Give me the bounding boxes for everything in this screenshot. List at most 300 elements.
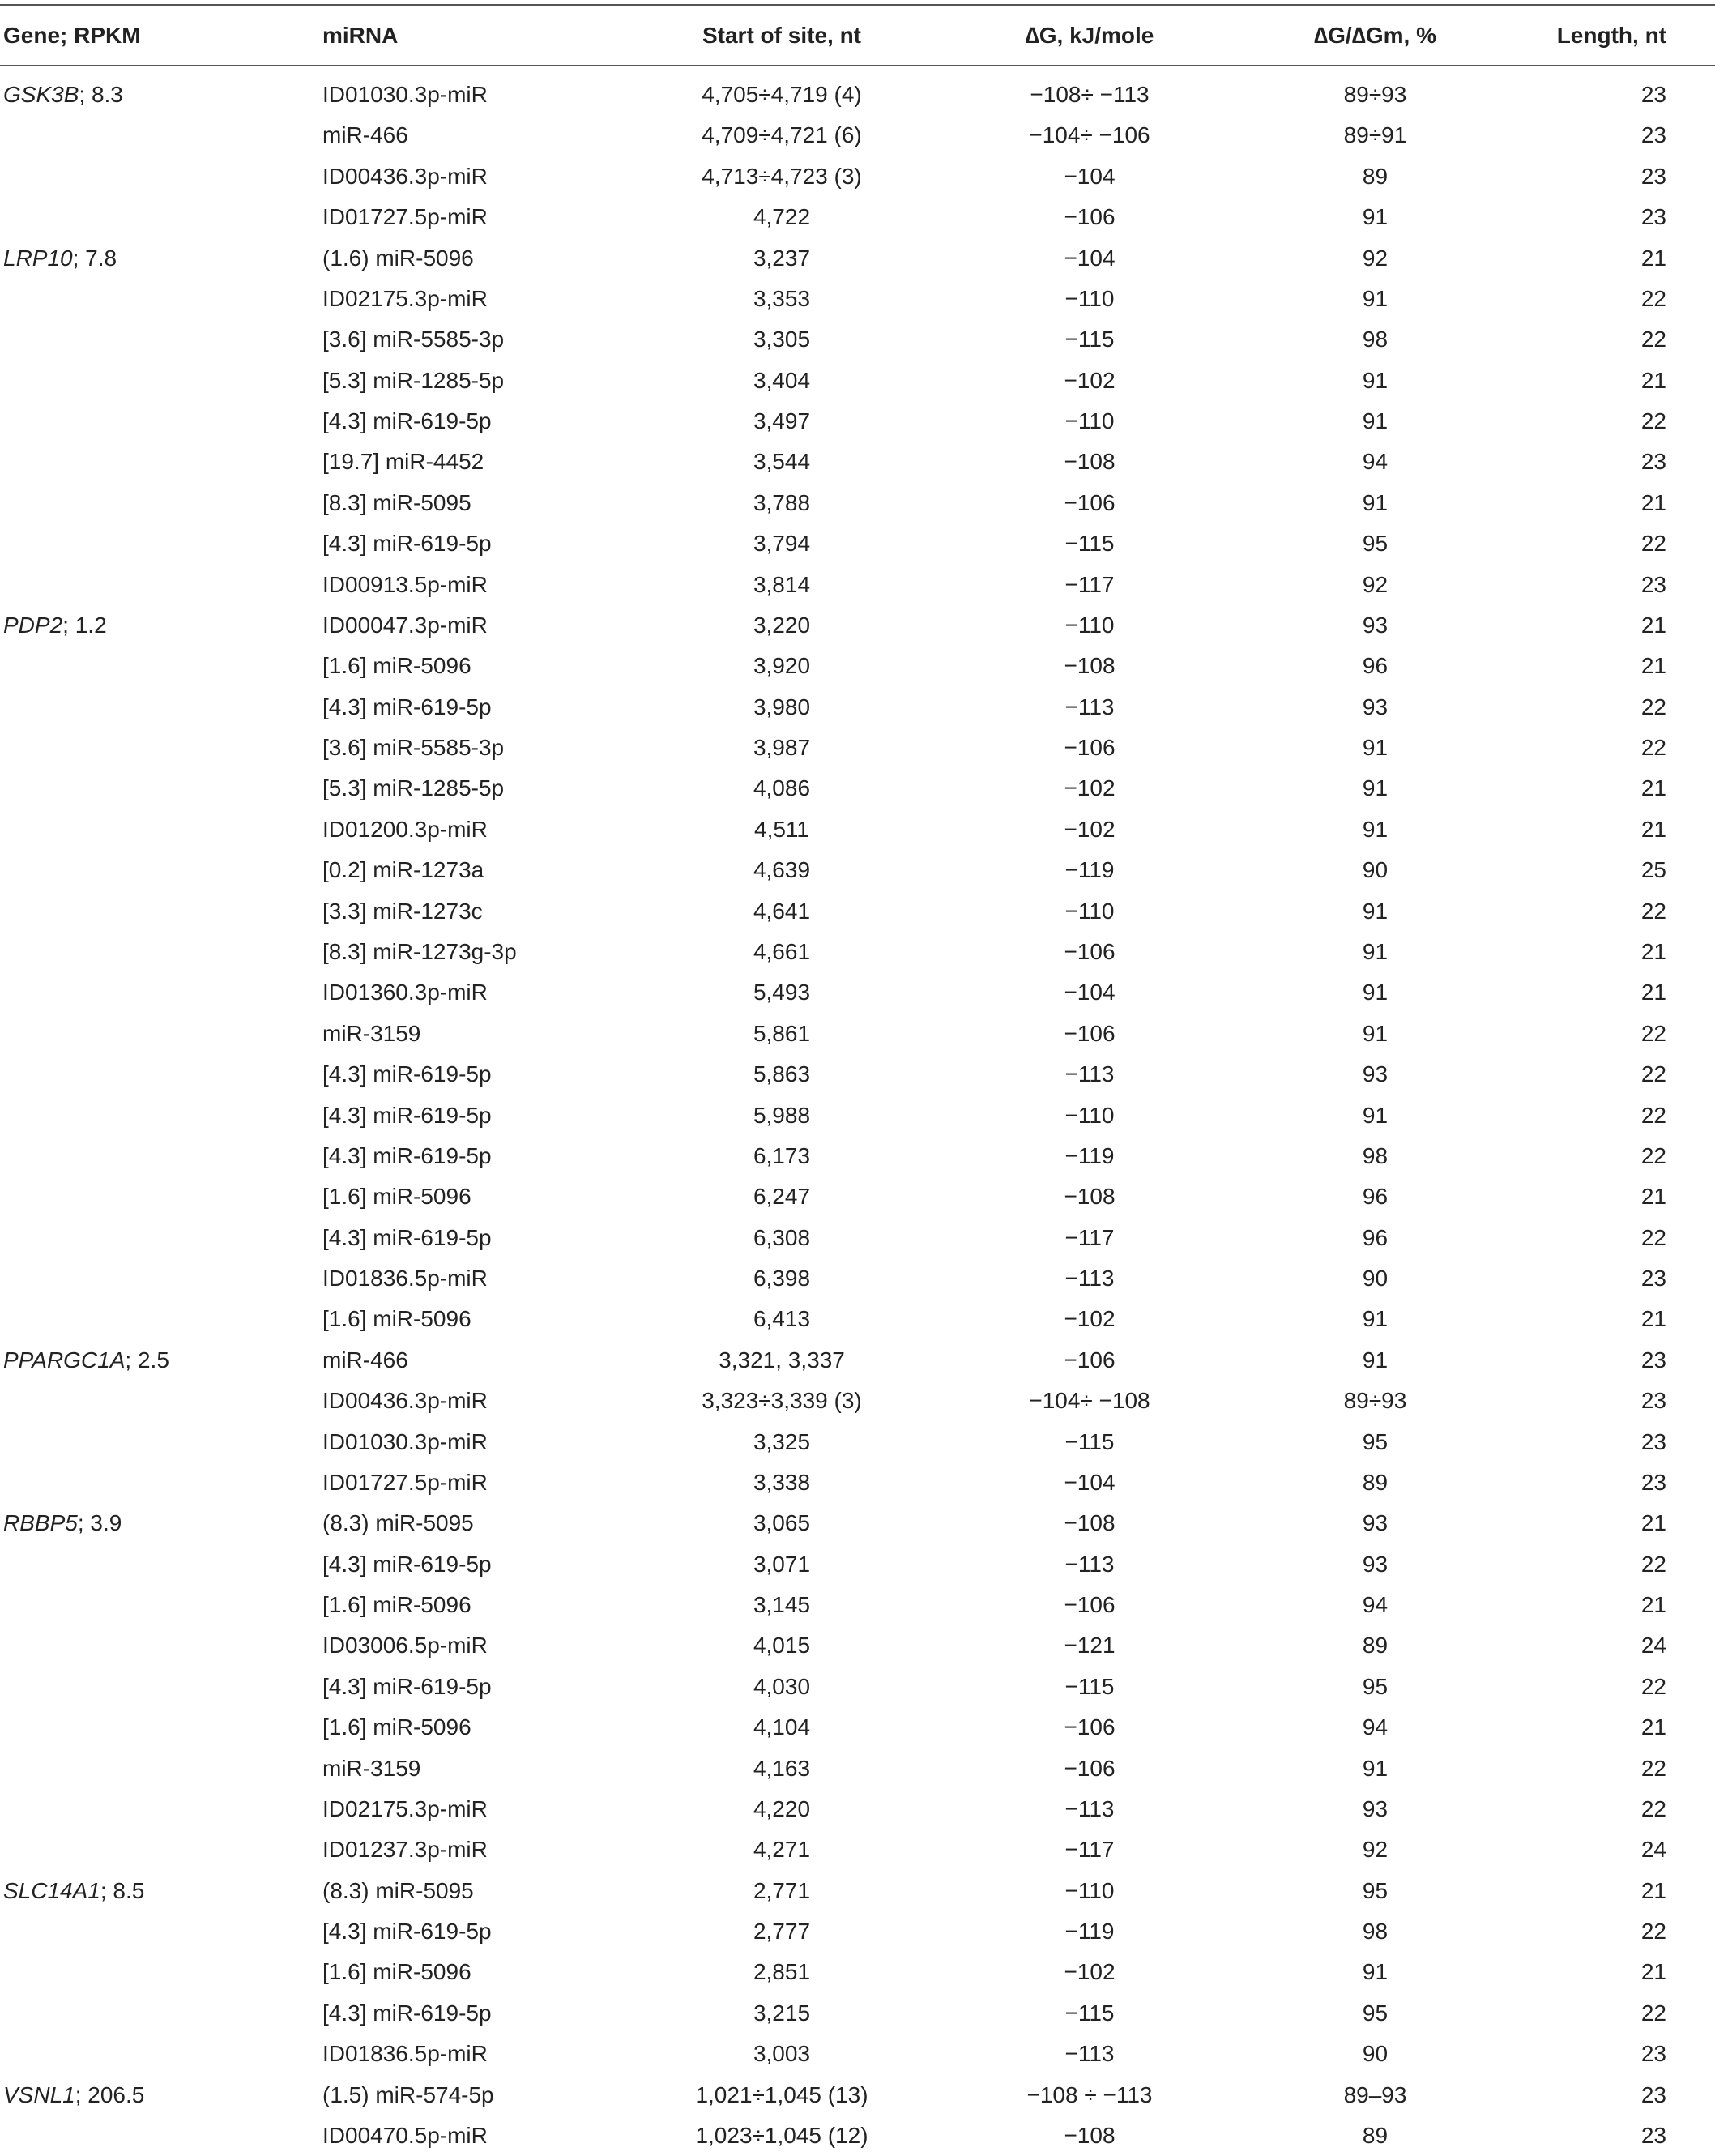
cell-start-site: 3,071 [753, 1551, 811, 1577]
cell-delta-g-ratio: 96 [1362, 653, 1389, 679]
cell-delta-g: −102 [1064, 816, 1116, 842]
cell-length: 21 [1640, 367, 1666, 393]
cell-mirna: [4.3] miR-619-5p [322, 1224, 492, 1250]
cell-length: 23 [1640, 82, 1666, 107]
cell-length: 22 [1640, 735, 1666, 761]
cell-delta-g-ratio: 91 [1362, 1306, 1389, 1332]
cell-length: 22 [1640, 1102, 1666, 1128]
cell-length: 21 [1640, 245, 1666, 271]
table-row [0, 323, 1715, 356]
cell-delta-g: −117 [1064, 1224, 1115, 1250]
table-row [0, 283, 1715, 315]
cell-delta-g: −108÷ −113 [1030, 82, 1150, 107]
cell-start-site: 5,861 [753, 1020, 811, 1046]
cell-mirna: ID00470.5p-miR [322, 2123, 488, 2148]
table-row [0, 650, 1715, 682]
table-row [0, 1385, 1715, 1417]
cell-delta-g: −106 [1064, 489, 1116, 515]
cell-delta-g: −106 [1064, 1755, 1116, 1781]
table-row [0, 1997, 1715, 2030]
table-row [0, 569, 1715, 601]
cell-length: 21 [1640, 1714, 1666, 1740]
cell-length: 23 [1640, 1428, 1666, 1454]
cell-start-site: 3,980 [753, 694, 811, 719]
cell-delta-g: −113 [1064, 2041, 1115, 2067]
cell-delta-g-ratio: 91 [1362, 1347, 1389, 1373]
cell-delta-g: −104 [1064, 245, 1116, 271]
gene-name: LRP10 [3, 245, 73, 271]
cell-mirna: ID00436.3p-miR [322, 163, 488, 189]
cell-delta-g-ratio: 94 [1362, 1592, 1389, 1618]
cell-mirna: [4.3] miR-619-5p [322, 694, 492, 719]
cell-mirna: [8.3] miR-1273g-3p [322, 938, 517, 964]
cell-gene-rpkm [3, 79, 123, 111]
cell-start-site: 6,308 [753, 1224, 811, 1250]
cell-length: 22 [1640, 327, 1666, 352]
cell-start-site: 3,338 [753, 1469, 811, 1495]
cell-gene-rpkm [3, 1507, 122, 1539]
table-row [0, 732, 1715, 764]
cell-mirna: [5.3] miR-1285-5p [322, 367, 505, 393]
cell-length: 23 [1640, 1266, 1666, 1291]
cell-delta-g: −117 [1064, 571, 1115, 597]
cell-delta-g: −113 [1064, 1061, 1115, 1087]
table-row [0, 1834, 1715, 1866]
cell-start-site: 3,404 [753, 367, 811, 393]
cell-mirna: (1.5) miR-574-5p [322, 2081, 494, 2107]
header-length: Length, nt [1556, 23, 1666, 48]
cell-gene-rpkm [3, 1875, 144, 1907]
cell-length: 21 [1640, 1592, 1666, 1618]
cell-start-site: 3,305 [753, 327, 811, 352]
cell-length: 23 [1640, 1347, 1666, 1373]
header-gene-rpkm: Gene; RPKM [3, 23, 141, 48]
cell-delta-g: −108 [1064, 449, 1116, 475]
cell-mirna: [4.3] miR-619-5p [322, 1919, 492, 1945]
table-row [0, 446, 1715, 478]
cell-delta-g-ratio: 95 [1362, 1877, 1389, 1903]
gene-rpkm: ; 3.9 [77, 1510, 122, 1536]
cell-gene-rpkm [3, 609, 107, 642]
cell-mirna: ID00436.3p-miR [322, 1388, 488, 1414]
cell-start-site: 4,086 [753, 775, 811, 801]
table-row [0, 365, 1715, 397]
cell-delta-g: −106 [1064, 735, 1116, 761]
cell-mirna: (8.3) miR-5095 [322, 1510, 474, 1536]
cell-start-site: 1,021÷1,045 (13) [695, 2081, 868, 2107]
cell-delta-g: −104÷ −106 [1029, 122, 1150, 148]
cell-start-site: 4,705÷4,719 (4) [702, 82, 862, 107]
cell-delta-g: −106 [1064, 1714, 1116, 1740]
cell-delta-g-ratio: 90 [1362, 857, 1389, 883]
cell-mirna: [4.3] miR-619-5p [322, 1102, 492, 1128]
cell-length: 23 [1640, 449, 1666, 475]
cell-delta-g: −113 [1064, 1795, 1115, 1821]
cell-length: 22 [1640, 1061, 1666, 1087]
cell-delta-g-ratio: 93 [1362, 612, 1389, 638]
cell-start-site: 4,641 [753, 898, 811, 924]
cell-length: 23 [1640, 122, 1666, 148]
cell-start-site: 3,065 [753, 1510, 811, 1536]
gene-rpkm: ; 8.3 [79, 82, 123, 107]
cell-length: 21 [1640, 1510, 1666, 1536]
cell-mirna: ID02175.3p-miR [322, 1795, 488, 1821]
cell-start-site: 3,794 [753, 531, 811, 557]
cell-length: 24 [1640, 1633, 1666, 1659]
table-row [0, 1753, 1715, 1785]
cell-length: 22 [1640, 1673, 1666, 1699]
table-row [0, 1956, 1715, 1988]
table-row [0, 976, 1715, 1009]
header-delta-g: ∆G, kJ/mole [1025, 23, 1154, 48]
cell-delta-g: −115 [1064, 1673, 1115, 1699]
table-row [0, 1711, 1715, 1744]
cell-mirna: miR-466 [322, 122, 408, 148]
cell-delta-g-ratio: 94 [1362, 1714, 1389, 1740]
cell-delta-g-ratio: 89÷91 [1343, 122, 1407, 148]
cell-delta-g-ratio: 91 [1362, 735, 1389, 761]
gene-rpkm: ; 7.8 [72, 245, 117, 271]
cell-delta-g-ratio: 92 [1362, 571, 1389, 597]
cell-mirna: [4.3] miR-619-5p [322, 2000, 492, 2026]
cell-delta-g: −117 [1064, 1837, 1115, 1863]
cell-start-site: 3,003 [753, 2041, 811, 2067]
cell-start-site: 3,220 [753, 612, 811, 638]
cell-mirna: miR-466 [322, 1347, 408, 1373]
cell-start-site: 4,220 [753, 1795, 811, 1821]
cell-mirna: [1.6] miR-5096 [322, 653, 471, 679]
cell-delta-g: −115 [1064, 531, 1115, 557]
cell-length: 21 [1640, 1306, 1666, 1332]
cell-mirna: ID01237.3p-miR [322, 1837, 488, 1863]
cell-mirna: ID01836.5p-miR [322, 1266, 488, 1291]
cell-delta-g: −102 [1064, 775, 1116, 801]
gene-name: SLC14A1 [3, 1877, 100, 1903]
cell-mirna: [1.6] miR-5096 [322, 1959, 471, 1985]
cell-delta-g: −121 [1064, 1633, 1116, 1659]
cell-length: 21 [1640, 816, 1666, 842]
cell-delta-g-ratio: 89 [1362, 1469, 1389, 1495]
cell-start-site: 6,413 [753, 1306, 811, 1332]
cell-start-site: 4,015 [753, 1633, 811, 1659]
cell-mirna: ID01030.3p-miR [322, 1428, 488, 1454]
table-row [0, 1548, 1715, 1581]
cell-mirna: [4.3] miR-619-5p [322, 1551, 492, 1577]
cell-delta-g: −119 [1064, 1142, 1115, 1168]
cell-delta-g-ratio: 93 [1362, 1510, 1389, 1536]
cell-length: 21 [1640, 612, 1666, 638]
cell-start-site: 3,237 [753, 245, 811, 271]
cell-start-site: 4,030 [753, 1673, 811, 1699]
table-row [0, 160, 1715, 193]
cell-delta-g: −106 [1064, 204, 1116, 230]
cell-length: 22 [1640, 408, 1666, 434]
table-row [0, 1793, 1715, 1825]
cell-start-site: 6,173 [753, 1142, 811, 1168]
cell-delta-g-ratio: 90 [1362, 1266, 1389, 1291]
cell-length: 23 [1640, 2041, 1666, 2067]
cell-start-site: 3,321, 3,337 [719, 1347, 845, 1373]
cell-length: 23 [1640, 1388, 1666, 1414]
cell-start-site: 3,788 [753, 489, 811, 515]
cell-mirna: [1.6] miR-5096 [322, 1306, 471, 1332]
cell-delta-g: −110 [1064, 285, 1115, 311]
cell-mirna: ID03006.5p-miR [322, 1633, 488, 1659]
cell-delta-g: −113 [1064, 1551, 1115, 1577]
cell-mirna: ID01200.3p-miR [322, 816, 488, 842]
cell-mirna: (8.3) miR-5095 [322, 1877, 474, 1903]
header-mirna: miRNA [322, 23, 399, 48]
table-row [0, 936, 1715, 968]
table-row [0, 772, 1715, 805]
cell-length: 22 [1640, 898, 1666, 924]
cell-start-site: 2,777 [753, 1919, 811, 1945]
cell-delta-g-ratio: 91 [1362, 775, 1389, 801]
cell-length: 21 [1640, 1959, 1666, 1985]
cell-start-site: 5,863 [753, 1061, 811, 1087]
cell-delta-g-ratio: 93 [1362, 1061, 1389, 1087]
table-row [0, 527, 1715, 560]
cell-delta-g: −108 [1064, 2123, 1116, 2148]
cell-delta-g-ratio: 91 [1362, 898, 1389, 924]
cell-delta-g-ratio: 89–93 [1343, 2081, 1407, 2107]
table-row [0, 1222, 1715, 1254]
cell-delta-g: −106 [1064, 938, 1116, 964]
cell-length: 23 [1640, 2123, 1666, 2148]
cell-mirna: miR-3159 [322, 1755, 421, 1781]
cell-delta-g: −115 [1064, 2000, 1115, 2026]
gene-name: VSNL1 [3, 2081, 75, 2107]
table-row [0, 2079, 1715, 2111]
cell-delta-g-ratio: 96 [1362, 1224, 1389, 1250]
gene-rpkm: ; 1.2 [62, 612, 107, 638]
cell-delta-g-ratio: 93 [1362, 1551, 1389, 1577]
table-row [0, 691, 1715, 724]
cell-delta-g-ratio: 91 [1362, 285, 1389, 311]
cell-start-site: 2,771 [753, 1877, 811, 1903]
cell-delta-g: −104÷ −108 [1029, 1388, 1150, 1414]
gene-name: RBBP5 [3, 1510, 78, 1536]
cell-mirna: [3.3] miR-1273c [322, 898, 483, 924]
cell-delta-g: −113 [1064, 694, 1115, 719]
cell-mirna: (1.6) miR-5096 [322, 245, 474, 271]
cell-start-site: 5,988 [753, 1102, 811, 1128]
cell-start-site: 3,814 [753, 571, 811, 597]
cell-delta-g-ratio: 95 [1362, 1673, 1389, 1699]
table-row [0, 119, 1715, 152]
cell-delta-g: −119 [1064, 857, 1115, 883]
cell-delta-g: −110 [1064, 1877, 1115, 1903]
cell-delta-g-ratio: 91 [1362, 489, 1389, 515]
cell-mirna: [0.2] miR-1273a [322, 857, 484, 883]
gene-name: GSK3B [3, 82, 79, 107]
cell-delta-g: −115 [1064, 327, 1115, 352]
cell-delta-g-ratio: 90 [1362, 2041, 1389, 2067]
cell-delta-g: −104 [1064, 163, 1116, 189]
cell-delta-g-ratio: 89 [1362, 1633, 1389, 1659]
cell-delta-g-ratio: 91 [1362, 938, 1389, 964]
cell-gene-rpkm [3, 242, 117, 275]
cell-length: 23 [1640, 1469, 1666, 1495]
cell-start-site: 3,497 [753, 408, 811, 434]
cell-start-site: 2,851 [753, 1959, 811, 1985]
cell-start-site: 3,920 [753, 653, 811, 679]
cell-delta-g: −106 [1064, 1347, 1116, 1373]
cell-delta-g: −110 [1064, 898, 1115, 924]
cell-length: 21 [1640, 980, 1666, 1005]
cell-delta-g-ratio: 98 [1362, 1142, 1389, 1168]
cell-delta-g: −104 [1064, 1469, 1116, 1495]
table-row [0, 1915, 1715, 1948]
cell-mirna: ID02175.3p-miR [322, 285, 488, 311]
cell-length: 21 [1640, 1877, 1666, 1903]
cell-mirna: [4.3] miR-619-5p [322, 1673, 492, 1699]
cell-delta-g-ratio: 89 [1362, 2123, 1389, 2148]
table-row [0, 1671, 1715, 1703]
table-row [0, 1344, 1715, 1377]
table-row [0, 1262, 1715, 1295]
table-row [0, 1629, 1715, 1662]
cell-delta-g: −106 [1064, 1020, 1116, 1046]
cell-delta-g-ratio: 91 [1362, 816, 1389, 842]
cell-length: 22 [1640, 1142, 1666, 1168]
cell-mirna: [4.3] miR-619-5p [322, 1061, 492, 1087]
cell-mirna: [1.6] miR-5096 [322, 1184, 471, 1210]
cell-delta-g-ratio: 96 [1362, 1184, 1389, 1210]
cell-mirna: [1.6] miR-5096 [322, 1714, 471, 1740]
cell-start-site: 4,271 [753, 1837, 811, 1863]
cell-start-site: 4,163 [753, 1755, 811, 1781]
cell-delta-g: −108 [1064, 653, 1116, 679]
gene-name: PPARGC1A [3, 1347, 126, 1373]
cell-start-site: 6,398 [753, 1266, 811, 1291]
cell-mirna: [3.6] miR-5585-3p [322, 735, 505, 761]
cell-mirna: [5.3] miR-1285-5p [322, 775, 505, 801]
cell-delta-g: −102 [1064, 1306, 1116, 1332]
cell-mirna: [19.7] miR-4452 [322, 449, 484, 475]
cell-delta-g-ratio: 95 [1362, 1428, 1389, 1454]
cell-mirna: ID01836.5p-miR [322, 2041, 488, 2067]
cell-delta-g-ratio: 91 [1362, 204, 1389, 230]
cell-length: 21 [1640, 653, 1666, 679]
cell-mirna: ID01727.5p-miR [322, 204, 488, 230]
cell-mirna: [4.3] miR-619-5p [322, 531, 492, 557]
cell-delta-g: −104 [1064, 980, 1116, 1005]
cell-delta-g-ratio: 93 [1362, 1795, 1389, 1821]
table-row [0, 1058, 1715, 1091]
cell-mirna: ID01360.3p-miR [322, 980, 488, 1005]
cell-delta-g-ratio: 93 [1362, 694, 1389, 719]
cell-start-site: 3,323÷3,339 (3) [702, 1388, 862, 1414]
cell-start-site: 3,145 [753, 1592, 811, 1618]
cell-length: 21 [1640, 489, 1666, 515]
cell-delta-g-ratio: 89÷93 [1343, 82, 1407, 107]
cell-mirna: miR-3159 [322, 1020, 421, 1046]
table-row [0, 242, 1715, 275]
cell-delta-g-ratio: 91 [1362, 980, 1389, 1005]
cell-delta-g-ratio: 89÷93 [1343, 1388, 1407, 1414]
table-row [0, 609, 1715, 642]
cell-length: 22 [1640, 2000, 1666, 2026]
cell-delta-g: −115 [1064, 1428, 1115, 1454]
cell-start-site: 3,544 [753, 449, 811, 475]
cell-start-site: 4,639 [753, 857, 811, 883]
table-row [0, 854, 1715, 886]
cell-length: 22 [1640, 1551, 1666, 1577]
cell-delta-g-ratio: 91 [1362, 1020, 1389, 1046]
cell-start-site: 1,023÷1,045 (12) [695, 2123, 868, 2148]
cell-delta-g-ratio: 91 [1362, 1959, 1389, 1985]
cell-start-site: 3,325 [753, 1428, 811, 1454]
cell-length: 22 [1640, 1224, 1666, 1250]
gene-rpkm: ; 2.5 [125, 1347, 169, 1373]
cell-length: 21 [1640, 775, 1666, 801]
cell-delta-g-ratio: 98 [1362, 327, 1389, 352]
cell-delta-g: −110 [1064, 408, 1115, 434]
table-row [0, 201, 1715, 233]
cell-mirna: ID01030.3p-miR [322, 82, 488, 107]
table-row [0, 1507, 1715, 1539]
cell-length: 22 [1640, 1020, 1666, 1046]
table-row [0, 2038, 1715, 2070]
cell-delta-g: −102 [1064, 367, 1116, 393]
table-row [0, 1303, 1715, 1335]
cell-length: 22 [1640, 1919, 1666, 1945]
cell-length: 22 [1640, 1755, 1666, 1781]
cell-delta-g-ratio: 91 [1362, 367, 1389, 393]
cell-delta-g-ratio: 98 [1362, 1919, 1389, 1945]
cell-delta-g: −102 [1064, 1959, 1116, 1985]
cell-start-site: 3,215 [753, 2000, 811, 2026]
cell-length: 25 [1640, 857, 1666, 883]
cell-mirna: ID00913.5p-miR [322, 571, 488, 597]
cell-mirna: ID01727.5p-miR [322, 1469, 488, 1495]
cell-length: 23 [1640, 204, 1666, 230]
cell-delta-g-ratio: 91 [1362, 408, 1389, 434]
table-row [0, 895, 1715, 928]
table-top-rule [0, 4, 1715, 6]
cell-start-site: 3,987 [753, 735, 811, 761]
cell-length: 22 [1640, 285, 1666, 311]
cell-length: 23 [1640, 2081, 1666, 2107]
cell-start-site: 5,493 [753, 980, 811, 1005]
cell-start-site: 4,511 [754, 816, 809, 842]
table-header-row [0, 19, 1715, 52]
cell-delta-g-ratio: 91 [1362, 1102, 1389, 1128]
table-row [0, 813, 1715, 846]
cell-length: 21 [1640, 1184, 1666, 1210]
cell-length: 22 [1640, 1795, 1666, 1821]
table-row [0, 79, 1715, 111]
gene-rpkm: ; 206.5 [75, 2081, 145, 2107]
cell-delta-g: −113 [1064, 1266, 1115, 1291]
header-start-of-site: Start of site, nt [702, 23, 861, 48]
cell-gene-rpkm [3, 1344, 169, 1377]
header-delta-g-ratio: ∆G/∆Gm, % [1314, 23, 1436, 48]
table-row [0, 1589, 1715, 1621]
cell-gene-rpkm [3, 2079, 144, 2111]
table-row [0, 1140, 1715, 1172]
cell-mirna: [3.6] miR-5585-3p [322, 327, 505, 352]
cell-delta-g: −106 [1064, 1592, 1116, 1618]
gene-rpkm: ; 8.5 [100, 1877, 145, 1903]
cell-length: 23 [1640, 571, 1666, 597]
table-row [0, 1426, 1715, 1458]
gene-name: PDP2 [3, 612, 63, 638]
cell-mirna: [4.3] miR-619-5p [322, 1142, 492, 1168]
cell-delta-g-ratio: 95 [1362, 531, 1389, 557]
cell-mirna: [1.6] miR-5096 [322, 1592, 471, 1618]
